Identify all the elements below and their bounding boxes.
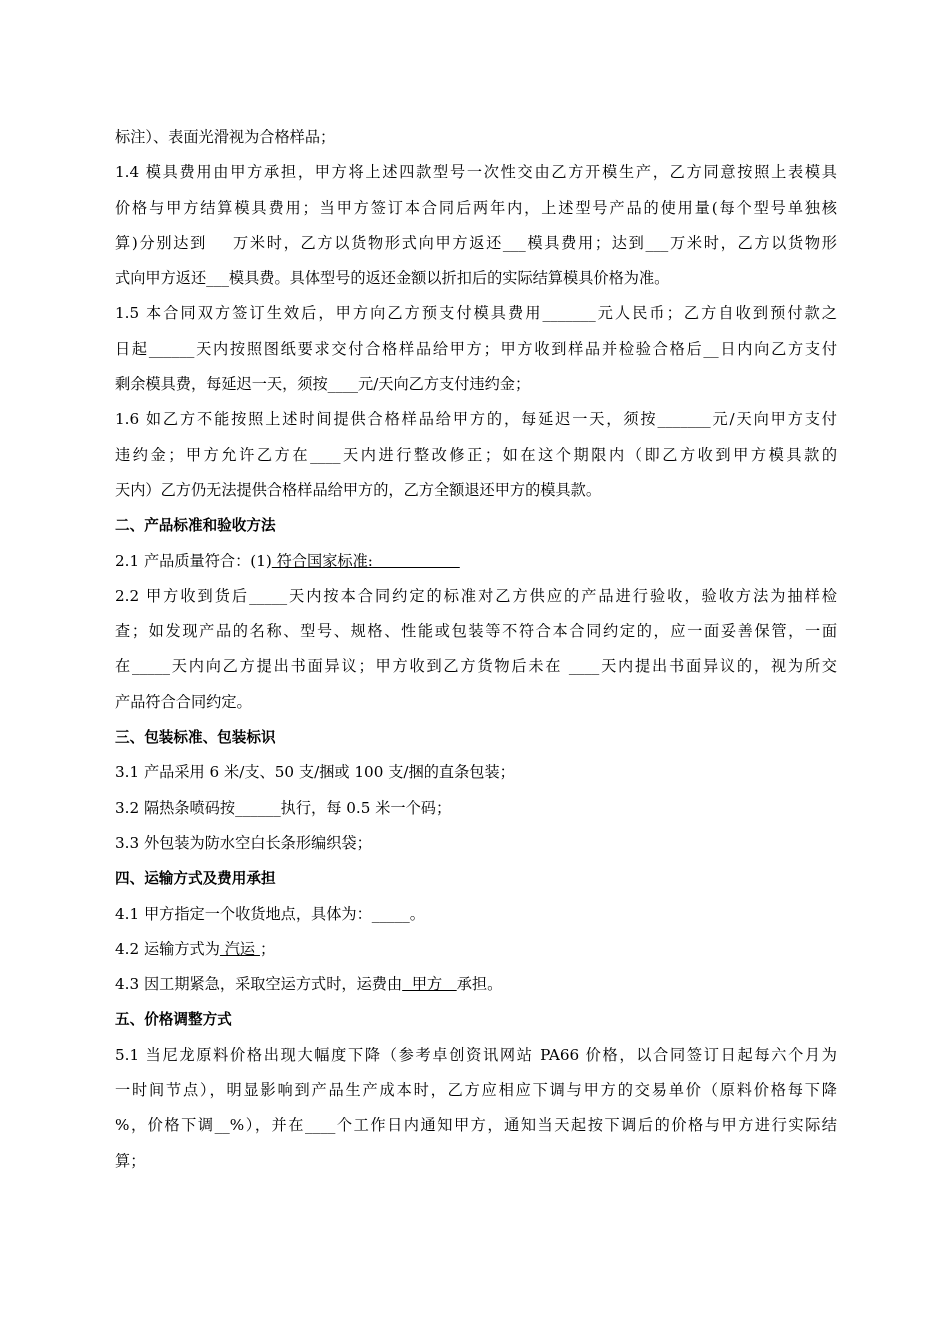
clause-line: 算； — [115, 1151, 146, 1170]
clause-line: 天内）乙方仍无法提供合格样品给甲方的，乙方全额退还甲方的模具款。 — [115, 480, 601, 499]
section-heading: 三、包装标准、包装标识 — [115, 729, 276, 747]
clause-line: 5.1 当尼龙原料价格出现大幅度下降（参考卓创资讯网站 PA66 价格，以合同签订日起每六个月为 — [115, 1045, 837, 1064]
section-heading: 四、运输方式及费用承担 — [115, 870, 276, 888]
clause-line: 3.1 产品采用 6 米/支、50 支/捆或 100 支/捆的直条包装； — [115, 763, 515, 782]
clause-text: 承担。 — [456, 975, 503, 994]
clause-line: 在_____天内向乙方提出书面异议；甲方收到乙方货物后未在 ____天内提出书面异议的，视为所交 — [115, 657, 837, 676]
clause-line: 2.2 甲方收到货后_____天内按本合同约定的标准对乙方供应的产品进行验收，验收方法为抽样检 — [115, 586, 837, 605]
clause-line: 1.6 如乙方不能按照上述时间提供合格样品给甲方的，每延迟一天，须按_______元/天向甲方支付 — [115, 410, 837, 429]
section-heading: 二、产品标准和验收方法 — [115, 517, 276, 535]
contract-text-body — [115, 120, 837, 1179]
clause-line — [115, 932, 837, 967]
clause-text: ； — [259, 939, 276, 958]
section-heading: 五、价格调整方式 — [115, 1011, 232, 1029]
clause-line: 标注）、表面光滑视为合格样品； — [115, 128, 336, 146]
clause-line: 产品符合合同约定。 — [115, 692, 252, 711]
clause-line: 式向甲方返还___模具费。具体型号的返还金额以折扣后的实际结算模具价格为准。 — [115, 269, 670, 288]
clause-line: 4.1 甲方指定一个收货地点，具体为：_____。 — [115, 904, 425, 923]
clause-line: 日起______天内按照图纸要求交付合格样品给甲方；甲方收到样品并检验合格后__日内向乙方支付 — [115, 339, 837, 358]
clause-line: 1.4 模具费用由甲方承担，甲方将上述四款型号一次性交由乙方开模生产，乙方同意按照上表模具 — [115, 163, 837, 182]
clause-line — [115, 544, 837, 579]
clause-line: 违约金；甲方允许乙方在____天内进行整改修正；如在这个期限内（即乙方收到甲方模具款的 — [115, 445, 837, 464]
clause-line: 价格与甲方结算模具费用；当甲方签订本合同后两年内，上述型号产品的使用量(每个型号单独核 — [115, 198, 837, 217]
clause-text: 4.3 因工期紧急，采取空运方式时，运费由 — [115, 975, 403, 994]
filled-blank: 符合国家标准: — [271, 551, 460, 570]
clause-line — [115, 967, 837, 1002]
clause-line: 3.3 外包装为防水空白长条形编织袋； — [115, 833, 372, 852]
clause-text: 2.1 产品质量符合：(1) — [115, 551, 272, 570]
clause-line: 查；如发现产品的名称、型号、规格、性能或包装等不符合本合同约定的，应一面妥善保管，一面 — [115, 622, 837, 641]
clause-line: 一时间节点），明显影响到产品生产成本时，乙方应相应下调与甲方的交易单价（原料价格每下降 — [115, 1081, 837, 1100]
clause-line: %，价格下调__%），并在____个工作日内通知甲方，通知当天起按下调后的价格与甲方进行实际结 — [115, 1116, 837, 1135]
clause-text: 4.2 运输方式为 — [115, 939, 220, 958]
filled-blank: 甲方 — [402, 975, 457, 994]
filled-blank: 汽运 — [219, 939, 260, 958]
clause-line: 3.2 隔热条喷码按______执行，每 0.5 米一个码； — [115, 798, 452, 817]
clause-line: 剩余模具费，每延迟一天，须按____元/天向乙方支付违约金； — [115, 375, 531, 394]
clause-line: 算)分别达到 万米时，乙方以货物形式向甲方返还___模具费用；达到___万米时，乙方以货物形 — [115, 233, 837, 252]
clause-line: 1.5 本合同双方签订生效后，甲方向乙方预支付模具费用_______元人民币；乙方自收到预付款之 — [115, 304, 837, 323]
